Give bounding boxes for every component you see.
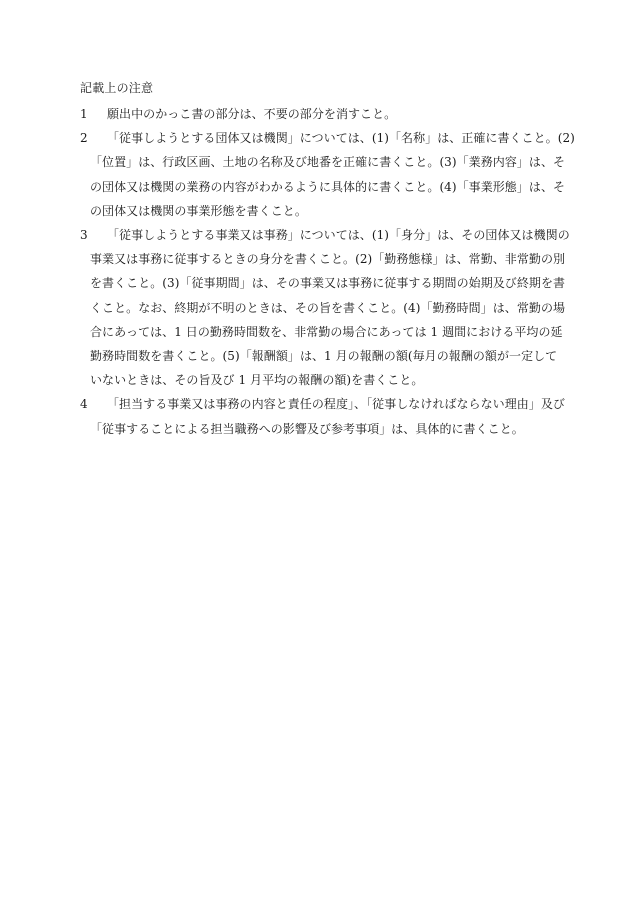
note-number: 2 <box>80 131 88 146</box>
document-page <box>80 78 575 441</box>
note-line: の団体又は機関の業務の内容がわかるように具体的に書くこと。(4)「事業形態」は、そ <box>90 179 566 194</box>
note-item-1 <box>80 102 560 126</box>
note-line: 「従事することによる担当職務への影響及び参考事項」は、具体的に書くこと。 <box>90 421 524 436</box>
note-line: 「従事しようとする事業又は事務」については、(1)「身分」は、その団体又は機関の <box>107 228 570 243</box>
note-item-2 <box>80 126 575 223</box>
note-line: の団体又は機関の事業形態を書くこと。 <box>90 203 307 218</box>
note-item-4 <box>80 392 565 440</box>
note-line: 願出中のかっこ書の部分は、不要の部分を消すこと。 <box>107 107 397 121</box>
note-item-3 <box>80 223 570 392</box>
note-line: 「担当する事業又は事務の内容と責任の程度」、「従事しなければならない理由」及び <box>107 397 565 412</box>
note-number: 4 <box>80 397 88 412</box>
note-line: 「従事しようとする団体又は機関」については、(1)「名称」は、正確に書くこと。(2) <box>107 131 575 146</box>
note-line: 「位置」は、行政区画、土地の名称及び地番を正確に書くこと。(3)「業務内容」は、そ <box>90 155 566 170</box>
document-heading: 記載上の注意 <box>80 81 154 95</box>
note-line: いないときは、その旨及び 1 月平均の報酬の額)を書くこと。 <box>90 373 424 388</box>
note-number: 3 <box>80 228 88 243</box>
note-line: 勤務時間数を書くこと。(5)「報酬額」は、1 月の報酬の額(毎月の報酬の額が一定して <box>90 349 558 364</box>
note-line: を書くこと。(3)「従事期間」は、その事業又は事務に従事する期間の始期及び終期を書 <box>90 276 566 291</box>
note-line: 事業又は事務に従事するときの身分を書くこと。(2)「勤務態様」は、常勤、非常勤の別 <box>90 252 566 267</box>
note-number: 1 <box>80 107 88 121</box>
note-line: くこと。なお、終期が不明のときは、その旨を書くこと。(4)「勤務時間」は、常勤の場 <box>90 300 566 315</box>
note-line: 合にあっては、1 日の勤務時間数を、非常勤の場合にあっては 1 週間における平均の延 <box>90 324 563 339</box>
